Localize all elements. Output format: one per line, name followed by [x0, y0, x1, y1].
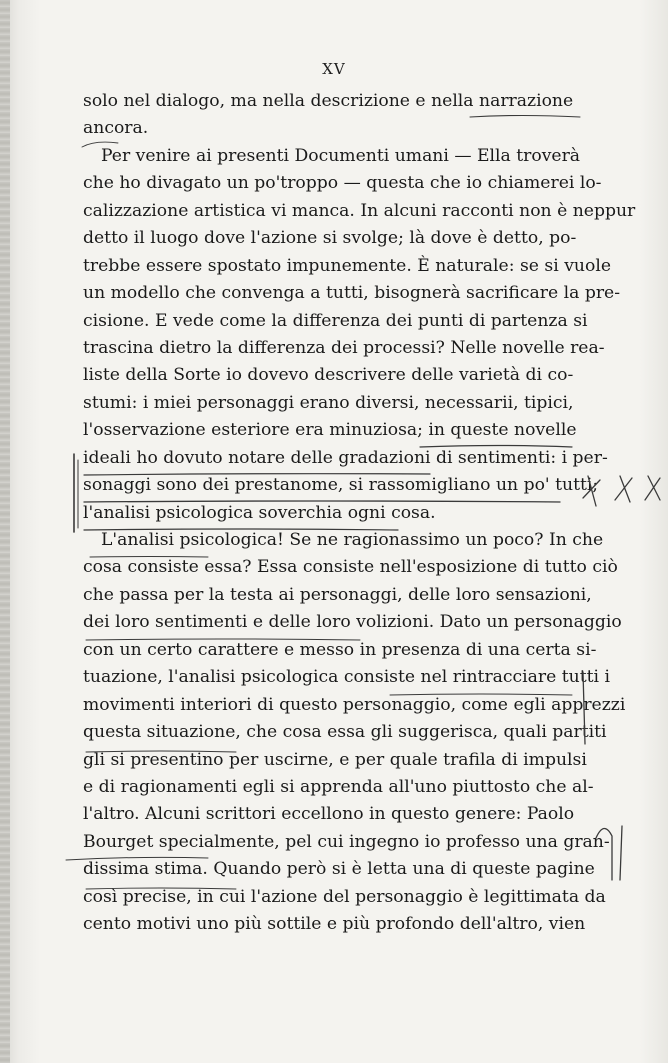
text-line: sonaggi sono dei prestanome, si rassomigliano un po' tutti;: [83, 475, 599, 496]
page-number: XV: [322, 60, 346, 78]
text-line: l'altro. Alcuni scrittori eccellono in questo genere: Paolo: [83, 804, 575, 825]
text-line: dissima stima. Quando però si è letta una di queste pagine: [83, 859, 595, 880]
text-line: Per venire ai presenti Documenti umani — Ella troverà: [101, 145, 581, 166]
text-line: e di ragionamenti egli si apprenda all'uno piuttosto che al-: [83, 776, 594, 797]
text-line: solo nel dialogo, ma nella descrizione e nella narrazione: [83, 91, 574, 111]
text-line: che ho divagato un po'troppo — questa che io chiamerei lo-: [83, 173, 602, 194]
text-line: movimenti interiori di questo personaggio, come egli apprezzi: [83, 694, 626, 715]
text-line: ancora.: [83, 118, 149, 139]
text-line: cosa consiste essa? Essa consiste nell'esposizione di tutto ciò: [83, 557, 618, 578]
pencil-margin-bracket: [620, 826, 622, 880]
text-line: Bourget specialmente, pel cui ingegno io professo una gran-: [83, 831, 610, 852]
text-line: cento motivi uno più sottile e più profondo dell'altro, vien: [83, 914, 586, 935]
text-line: ideali ho dovuto notare delle gradazioni di sentimenti: i per-: [83, 447, 608, 468]
text-line: tuazione, l'analisi psicologica consiste nel rintracciare tutti i: [83, 667, 610, 688]
text-line: trascina dietro la differenza dei processi? Nelle novelle rea-: [83, 337, 605, 358]
text-line: liste della Sorte io dovevo descrivere delle varietà di co-: [83, 365, 574, 386]
body-text: [83, 88, 636, 939]
text-line: trebbe essere spostato impunemente. È naturale: se si vuole: [83, 255, 612, 276]
book-spine-shadow: [0, 0, 10, 1063]
text-line: questa situazione, che cosa essa gli suggerisca, quali partiti: [83, 722, 607, 743]
pencil-x-mark: [615, 476, 632, 502]
text-line: calizzazione artistica vi manca. In alcuni racconti non è neppur: [83, 200, 636, 221]
text-line: l'analisi psicologica soverchia ogni cosa.: [83, 502, 436, 523]
text-line: l'osservazione esteriore era minuziosa; in queste novelle: [83, 420, 577, 441]
text-line: cisione. E vede come la differenza dei punti di partenza si: [83, 310, 588, 331]
text-line: gli si presentino per uscirne, e per quale trafila di impulsi: [83, 749, 587, 770]
text-line: detto il luogo dove l'azione si svolge; là dove è detto, po-: [83, 228, 577, 249]
text-line: che passa per la testa ai personaggi, delle loro sensazioni,: [83, 584, 592, 605]
text-line: dei loro sentimenti e delle loro volizioni. Dato un personaggio: [83, 612, 622, 633]
text-line: con un certo carattere e messo in presenza di una certa si-: [83, 639, 597, 660]
text-line: un modello che convenga a tutti, bisognerà sacrificare la pre-: [83, 283, 621, 304]
text-line: L'analisi psicologica! Se ne ragionassimo un poco? In che: [101, 530, 604, 550]
text-line: così precise, in cui l'azione del personaggio è legittimata da: [83, 886, 606, 907]
text-line: stumi: i miei personaggi erano diversi, necessarii, tipici,: [83, 392, 574, 413]
pencil-x-mark: [645, 476, 660, 500]
